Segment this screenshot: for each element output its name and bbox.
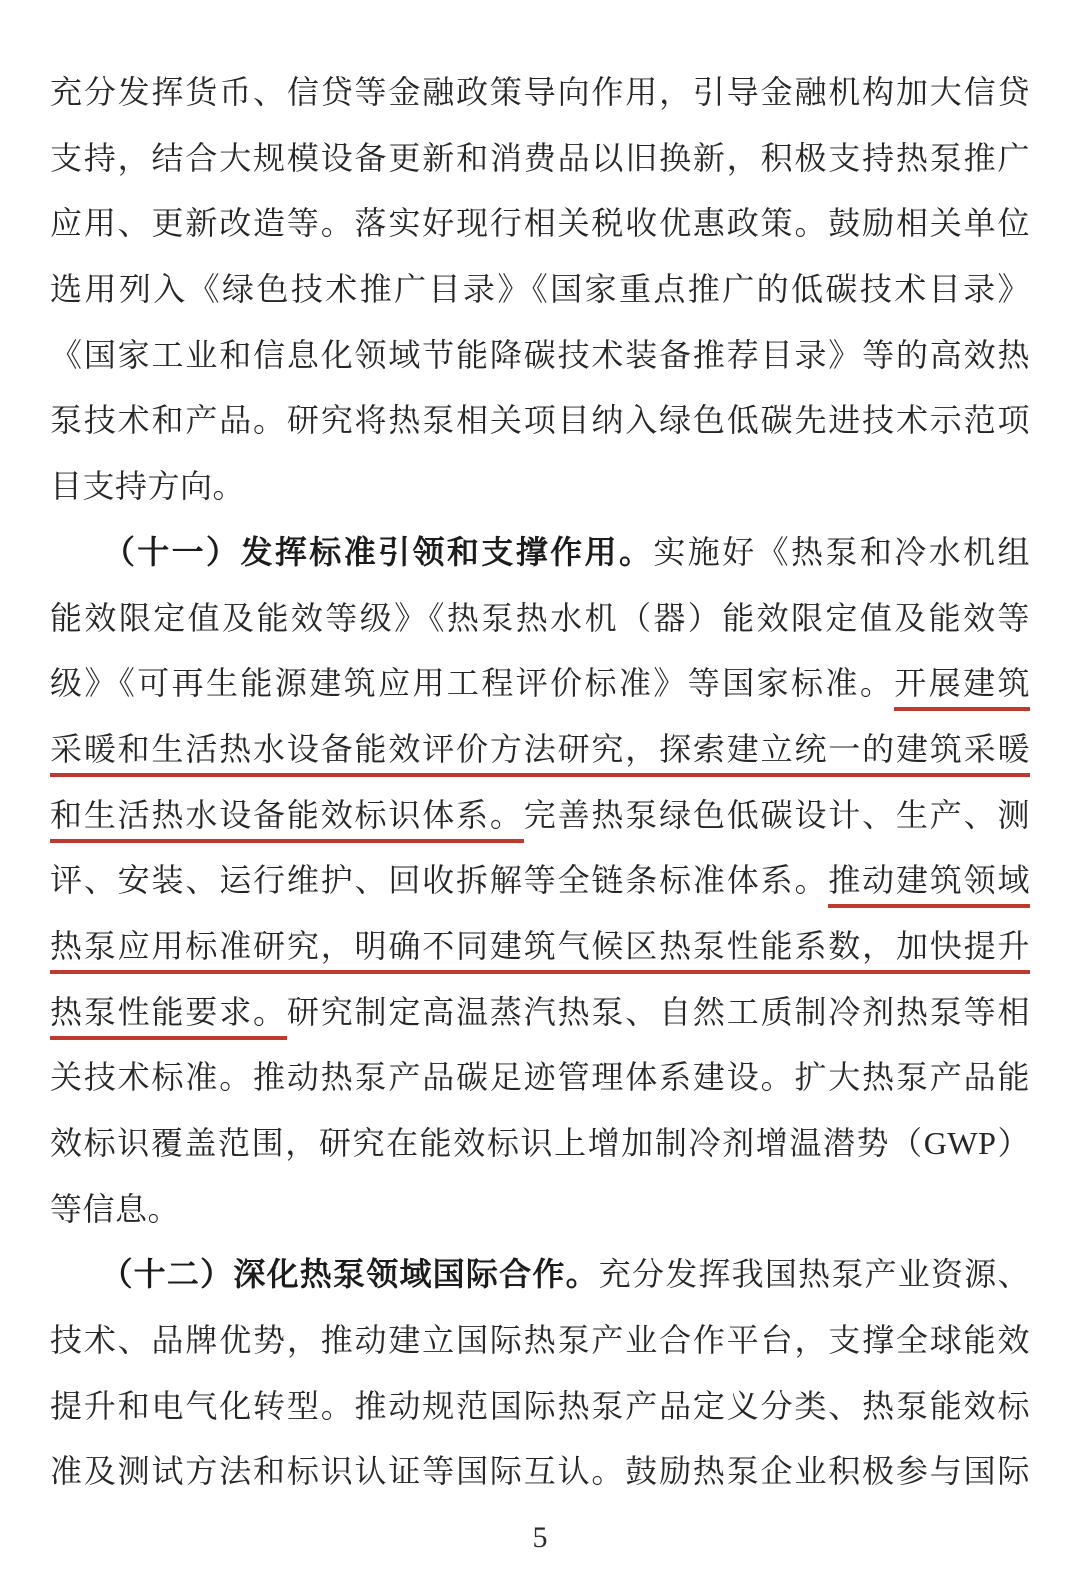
section-heading-text: （十二）深化热泵领域国际合作。 xyxy=(116,1256,599,1293)
body-text xyxy=(50,534,119,570)
body-text: 能效限定值及能效等级》《热泵热水机（器）能效限定值及能效等 xyxy=(50,599,1030,636)
text-line xyxy=(50,323,1030,389)
body-text xyxy=(50,1256,116,1292)
text-line xyxy=(50,1111,1030,1177)
body-text: 评、安装、运行维护、回收拆解等全链条标准体系。 xyxy=(50,862,829,899)
text-line xyxy=(50,1242,1030,1308)
underlined-text: 推动建筑领域 xyxy=(828,862,1030,908)
text-line xyxy=(50,1045,1030,1111)
body-text: 实施好《热泵和冷水机组 xyxy=(653,533,1030,570)
body-text: 提升和电气化转型。推动规范国际热泵产品定义分类、热泵能效标 xyxy=(50,1387,1030,1424)
text-line xyxy=(50,1177,1030,1243)
page-number: 5 xyxy=(532,1521,548,1555)
underlined-text: 热泵应用标准研究，明确不同建筑气候区热泵性能系数，加快提升 xyxy=(50,928,1030,974)
text-line xyxy=(50,191,1030,257)
underlined-text: 和生活热水设备能效标识体系。 xyxy=(50,797,524,843)
body-text: 效标识覆盖范围，研究在能效标识上增加制冷剂增温潜势（GWP） xyxy=(50,1125,1030,1161)
text-line xyxy=(50,783,1030,849)
text-line xyxy=(50,848,1030,914)
body-text: 支持，结合大规模设备更新和消费品以旧换新，积极支持热泵推广 xyxy=(50,139,1030,176)
body-text: 级》《可再生能源建筑应用工程评价标准》等国家标准。 xyxy=(50,665,895,702)
body-text: 完善热泵绿色低碳设计、生产、测 xyxy=(523,796,1030,833)
text-line xyxy=(50,1439,1030,1505)
text-line xyxy=(50,257,1030,323)
body-text: 充分发挥货币、信贷等金融政策导向作用，引导金融机构加大信贷 xyxy=(50,74,1030,110)
text-line xyxy=(50,1308,1030,1374)
text-line xyxy=(50,980,1030,1046)
text-line xyxy=(50,1374,1030,1440)
text-line xyxy=(50,717,1030,783)
text-line xyxy=(50,126,1030,192)
body-text: 选用列入《绿色技术推广目录》《国家重点推广的低碳技术目录》 xyxy=(50,271,1030,308)
body-text: 研究制定高温蒸汽热泵、自然工质制冷剂热泵等相 xyxy=(286,993,1030,1030)
body-text: 关技术标准。推动热泵产品碳足迹管理体系建设。扩大热泵产品能 xyxy=(50,1059,1030,1096)
underlined-text: 开展建筑 xyxy=(894,665,1030,711)
document-page-lines xyxy=(50,60,1030,1505)
text-line xyxy=(50,388,1030,454)
body-text: 技术、品牌优势，推动建立国际热泵产业合作平台，支撑全球能效 xyxy=(50,1322,1030,1359)
underlined-text: 采暖和生活热水设备能效评价方法研究，探索建立统一的建筑采暖 xyxy=(50,731,1030,777)
text-line xyxy=(50,454,1030,520)
body-text: 应用、更新改造等。落实好现行相关税收优惠政策。鼓励相关单位 xyxy=(50,205,1030,242)
underlined-text: 热泵性能要求。 xyxy=(50,994,287,1040)
body-text: 目支持方向。 xyxy=(50,468,246,505)
body-text: 泵技术和产品。研究将热泵相关项目纳入绿色低碳先进技术示范项 xyxy=(50,402,1030,439)
text-line xyxy=(50,60,1030,126)
text-line xyxy=(50,651,1030,717)
body-text: 充分发挥我国热泵产业资源、 xyxy=(598,1256,1030,1293)
body-text: 等信息。 xyxy=(50,1190,181,1227)
body-text: 《国家工业和信息化领域节能降碳技术装备推荐目录》等的高效热 xyxy=(50,336,1030,373)
section-heading-text: （十一）发挥标准引领和支撑作用。 xyxy=(118,533,654,570)
text-line xyxy=(50,586,1030,652)
text-line xyxy=(50,914,1030,980)
body-text: 准及测试方法和标识认证等国际互认。鼓励热泵企业积极参与国际 xyxy=(50,1453,1030,1490)
text-line xyxy=(50,520,1030,586)
